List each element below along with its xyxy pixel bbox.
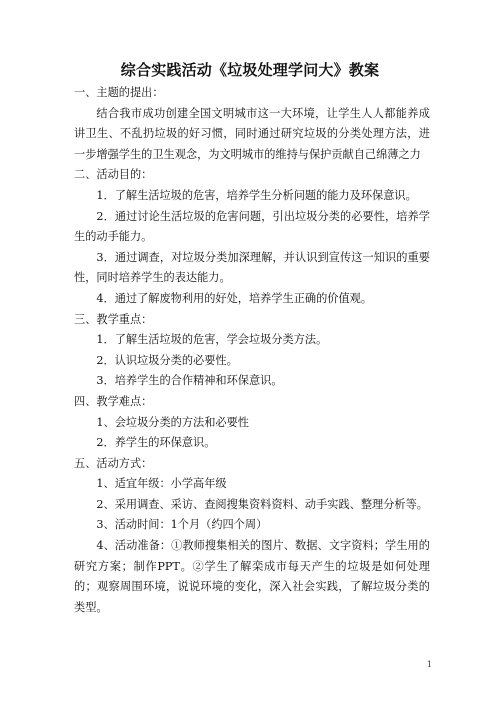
list-item: 2、采用调查、采访、查阅搜集资料资料、动手实践、整理分析等。 — [96, 497, 428, 511]
section-heading: 五、活动方式： — [74, 456, 153, 470]
document-title: 综合实践活动《垃圾处理学问大》教案 — [120, 61, 380, 79]
list-item: 4、活动准备：①教师搜集相关的图片、数据、文字资料；学生用的研究方案；制作PPT。②学生了解栾成市每天产生的垃圾是如何处理的；观察周围环境，说说环境的变化，深入社会实践，了解垃圾分类的类型。 — [74, 539, 430, 614]
list-item: 2．养学生的环保意识。 — [96, 436, 216, 450]
page-number: 1 — [426, 660, 432, 669]
section-heading: 二、活动目的： — [74, 168, 153, 182]
section-heading: 三、教学重点： — [74, 312, 153, 326]
list-item: 1．了解生活垃圾的危害，学会垃圾分类方法。 — [96, 333, 328, 347]
list-item: 2．通过讨论生活垃圾的危害问题，引出垃圾分类的必要性，培养学生的动手能力。 — [74, 209, 430, 244]
section-heading: 一、主题的提出： — [74, 86, 164, 99]
list-item: 3．培养学生的合作精神和环保意识。 — [96, 374, 283, 388]
list-item: 1、会垃圾分类的方法和必要性 — [96, 415, 249, 429]
section-heading: 四、教学难点： — [74, 394, 153, 408]
list-item: 4．通过了解废物利用的好处，培养学生正确的价值观。 — [96, 291, 373, 305]
list-item: 1．了解生活垃圾的危害，培养学生分析问题的能力及环保意识。 — [96, 188, 417, 202]
list-item: 3、活动时间：1个月（约四个周） — [96, 518, 268, 532]
list-item: 3．通过调查，对垃圾分类加深理解，并认识到宣传这一知识的重要性，同时培养学生的表达能力。 — [74, 250, 430, 285]
list-item: 1、适宜年级：小学高年级 — [96, 477, 227, 491]
document-body — [74, 83, 430, 618]
paragraph: 结合我市成功创建全国文明城市这一大环境，让学生人人都能养成讲卫生、不乱扔垃圾的好习惯，同时通过研究垃圾的分类处理方法，进一步增强学生的卫生观念，为文明城市的维持与保护贡献自己绵薄之力 — [74, 106, 430, 161]
list-item: 2．认识垃圾分类的必要性。 — [96, 353, 238, 367]
